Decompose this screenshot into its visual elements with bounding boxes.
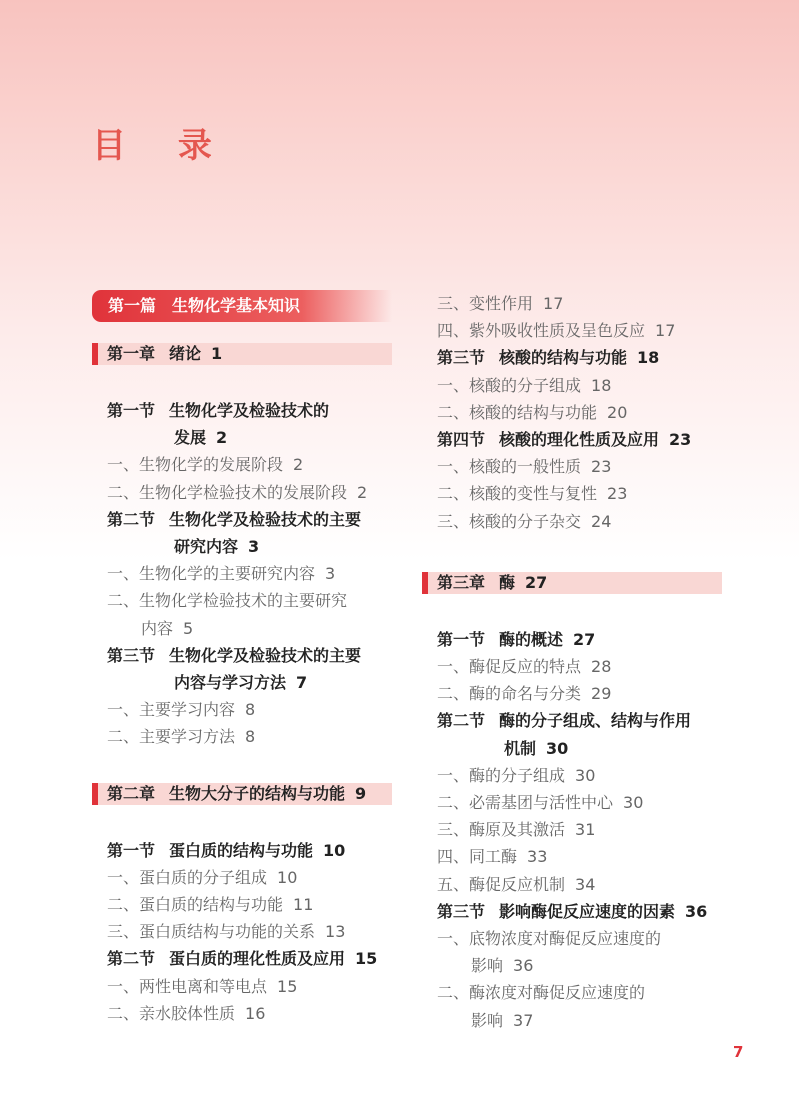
item-text: 三、核酸的分子杂交 <box>437 511 582 531</box>
chapter-label: 第二章 <box>107 783 156 803</box>
section-label: 第二节 <box>107 509 156 529</box>
item-text: 影响 <box>471 1010 504 1030</box>
section-entry[interactable] <box>92 397 392 424</box>
item-entry[interactable] <box>92 479 392 506</box>
page-ref: 1 <box>211 344 223 363</box>
section-title: 生物化学及检验技术的主要 <box>169 509 362 529</box>
section-label: 第二节 <box>107 949 156 969</box>
item-entry[interactable] <box>422 317 722 344</box>
section-label: 第一节 <box>107 401 156 420</box>
item-entry[interactable] <box>422 290 722 317</box>
section-entry[interactable] <box>92 642 392 669</box>
section-label: 第二节 <box>437 711 486 731</box>
item-entry[interactable] <box>422 816 722 843</box>
chapter-heading[interactable] <box>92 783 392 805</box>
item-text: 五、酶促反应机制 <box>437 874 566 894</box>
page-ref: 9 <box>355 783 367 803</box>
section-entry-continued[interactable] <box>92 424 392 451</box>
section-entry[interactable] <box>422 626 722 653</box>
section-entry-continued[interactable] <box>422 735 722 762</box>
section-title: 酶的分子组成、结构与作用 <box>499 711 692 731</box>
chapter-title: 酶 <box>499 572 516 592</box>
item-text: 二、酶浓度对酶促反应速度的 <box>437 983 646 1003</box>
page-ref: 3 <box>248 537 260 557</box>
item-text: 二、生物化学检验技术的主要研究 <box>107 591 348 611</box>
section-entry[interactable] <box>422 898 722 925</box>
page-ref: 30 <box>546 738 569 758</box>
chapter-title: 绪论 <box>169 344 202 363</box>
chapter-label: 第三章 <box>437 572 486 592</box>
section-title: 研究内容 <box>174 537 239 557</box>
item-text: 一、主要学习内容 <box>107 700 236 720</box>
section-entry[interactable] <box>422 707 722 734</box>
section-title: 生物化学及检验技术的主要 <box>169 645 362 665</box>
item-text: 四、同工酶 <box>437 847 518 867</box>
page-ref: 24 <box>591 511 612 531</box>
page-ref: 7 <box>296 673 308 693</box>
section-label: 第三节 <box>107 645 156 665</box>
page-ref: 15 <box>277 976 298 996</box>
page-ref: 28 <box>591 657 612 677</box>
page-ref: 23 <box>591 457 612 477</box>
item-entry[interactable] <box>422 979 722 1006</box>
page-ref: 15 <box>355 949 378 969</box>
item-text: 一、生物化学的发展阶段 <box>107 455 284 475</box>
item-text: 三、蛋白质结构与功能的关系 <box>107 922 316 942</box>
chapter-heading[interactable] <box>92 343 392 365</box>
page-ref: 37 <box>513 1010 534 1030</box>
item-entry[interactable] <box>92 723 392 750</box>
item-entry[interactable] <box>92 864 392 891</box>
page-ref: 10 <box>277 867 298 887</box>
item-entry[interactable] <box>422 843 722 870</box>
page-ref: 17 <box>543 294 564 313</box>
item-text: 三、酶原及其激活 <box>437 820 566 840</box>
page-ref: 3 <box>325 564 336 584</box>
page-ref: 23 <box>669 430 692 450</box>
page-ref: 30 <box>575 765 596 785</box>
page-ref: 31 <box>575 820 596 840</box>
item-text: 一、生物化学的主要研究内容 <box>107 564 316 584</box>
page-ref: 23 <box>607 484 628 504</box>
page-number: 7 <box>733 1043 744 1061</box>
page-ref: 29 <box>591 684 612 704</box>
page-ref: 36 <box>513 956 534 976</box>
item-text: 一、底物浓度对酶促反应速度的 <box>437 929 662 949</box>
item-entry[interactable] <box>92 973 392 1000</box>
item-text: 二、必需基团与活性中心 <box>437 793 614 813</box>
item-entry[interactable] <box>92 451 392 478</box>
section-entry[interactable] <box>422 426 722 453</box>
toc-right-column <box>422 290 722 1034</box>
page-ref: 17 <box>655 321 676 341</box>
item-text: 二、亲水胶体性质 <box>107 1003 236 1023</box>
item-entry[interactable] <box>422 480 722 507</box>
section-title: 蛋白质的结构与功能 <box>169 840 314 860</box>
page-ref: 18 <box>637 348 660 368</box>
item-text: 一、核酸的分子组成 <box>437 375 582 395</box>
chapter-label: 第一章 <box>107 344 156 363</box>
item-entry[interactable] <box>92 696 392 723</box>
section-entry[interactable] <box>92 945 392 972</box>
page-ref: 2 <box>293 455 304 475</box>
item-entry[interactable] <box>422 508 722 535</box>
item-text: 三、变性作用 <box>437 294 534 313</box>
section-title: 酶的概述 <box>499 629 564 649</box>
item-entry[interactable] <box>422 372 722 399</box>
section-entry-continued[interactable] <box>92 533 392 560</box>
item-entry[interactable] <box>422 680 722 707</box>
page-ref: 34 <box>575 874 596 894</box>
section-label: 第一节 <box>437 629 486 649</box>
section-label: 第四节 <box>437 430 486 450</box>
page-ref: 27 <box>573 629 596 649</box>
item-entry[interactable] <box>92 918 392 945</box>
page-ref: 2 <box>216 428 228 448</box>
page-ref: 20 <box>607 402 628 422</box>
item-entry-continued[interactable] <box>92 615 392 642</box>
page-ref: 16 <box>245 1003 266 1023</box>
section-label: 第一节 <box>107 840 156 860</box>
item-text: 一、核酸的一般性质 <box>437 457 582 477</box>
item-entry[interactable] <box>92 560 392 587</box>
page-ref: 18 <box>591 375 612 395</box>
item-text: 一、蛋白质的分子组成 <box>107 867 268 887</box>
item-text: 二、核酸的结构与功能 <box>437 402 598 422</box>
item-entry[interactable] <box>422 453 722 480</box>
toc-left-column <box>92 290 392 1027</box>
page-ref: 30 <box>623 793 644 813</box>
page-ref: 11 <box>293 895 314 915</box>
page-title: 目 录 <box>92 126 232 166</box>
section-label: 第三节 <box>437 348 486 368</box>
item-text: 二、蛋白质的结构与功能 <box>107 895 284 915</box>
item-text: 一、两性电离和等电点 <box>107 976 268 996</box>
item-text: 一、酶促反应的特点 <box>437 657 582 677</box>
part-banner[interactable]: 第一篇 生物化学基本知识 <box>92 290 392 322</box>
section-entry[interactable] <box>422 344 722 371</box>
page-ref: 10 <box>323 840 346 860</box>
page-ref: 5 <box>183 618 194 638</box>
page-ref: 33 <box>527 847 548 867</box>
page-ref: 8 <box>245 727 256 747</box>
item-text: 内容 <box>141 618 174 638</box>
section-title: 内容与学习方法 <box>174 673 287 693</box>
page-ref: 2 <box>357 482 368 502</box>
item-text: 影响 <box>471 956 504 976</box>
section-entry-continued[interactable] <box>92 669 392 696</box>
item-entry[interactable] <box>422 399 722 426</box>
section-label: 第三节 <box>437 901 486 921</box>
section-entry[interactable] <box>92 837 392 864</box>
section-title: 影响酶促反应速度的因素 <box>499 901 676 921</box>
section-title: 核酸的结构与功能 <box>499 348 628 368</box>
item-entry[interactable] <box>92 891 392 918</box>
section-title: 蛋白质的理化性质及应用 <box>169 949 346 969</box>
item-entry[interactable] <box>422 871 722 898</box>
item-entry[interactable] <box>422 789 722 816</box>
section-title: 核酸的理化性质及应用 <box>499 430 660 450</box>
chapter-title: 生物大分子的结构与功能 <box>169 783 346 803</box>
section-title: 生物化学及检验技术的 <box>169 401 330 420</box>
section-title: 发展 <box>174 428 207 448</box>
item-text: 二、主要学习方法 <box>107 727 236 747</box>
item-entry-continued[interactable] <box>422 1007 722 1034</box>
item-text: 二、核酸的变性与复性 <box>437 484 598 504</box>
item-text: 二、酶的命名与分类 <box>437 684 582 704</box>
chapter-heading[interactable] <box>422 572 722 594</box>
item-entry[interactable] <box>92 587 392 614</box>
section-entry[interactable] <box>92 506 392 533</box>
item-entry[interactable] <box>422 653 722 680</box>
item-text: 一、酶的分子组成 <box>437 765 566 785</box>
item-entry[interactable] <box>422 762 722 789</box>
item-text: 四、紫外吸收性质及呈色反应 <box>437 321 646 341</box>
page-ref: 27 <box>525 572 548 592</box>
item-entry[interactable] <box>92 1000 392 1027</box>
item-entry-continued[interactable] <box>422 952 722 979</box>
item-entry[interactable] <box>422 925 722 952</box>
section-title: 机制 <box>504 738 537 758</box>
page-ref: 13 <box>325 922 346 942</box>
item-text: 二、生物化学检验技术的发展阶段 <box>107 482 348 502</box>
page-ref: 8 <box>245 700 256 720</box>
page-ref: 36 <box>685 901 708 921</box>
